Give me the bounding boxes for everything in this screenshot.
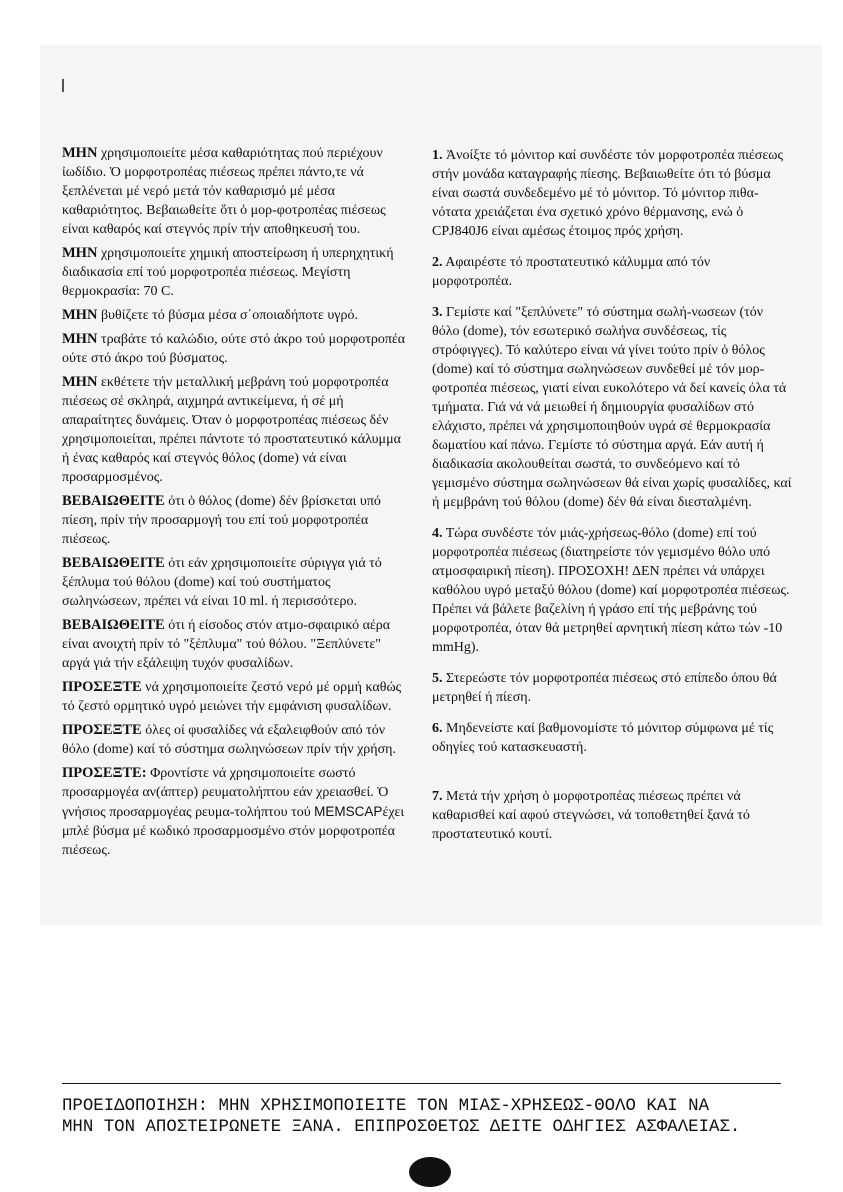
warning-paragraph [62,330,407,368]
warning-keyword: ΠΡΟΣΕΞΤΕ [62,722,142,738]
step-number: 3. [432,305,443,320]
warning-text: βυθίζετε τό βύσμα μέσα σ΄οποιαδήποτε υγρό. [100,308,358,323]
warning-text: ότι εάν χρησιμοποιείτε σύριγγα γιά τό ξέπλυμα τού θόλου (dome) καί τού συστήματος σωληνώσεων, πρέπει νά είναι 10 ml. ή περισσότερο. [62,556,382,609]
step-text: Ἀνοίξτε τό μόνιτορ καί συνδέστε τόν μορφοτροπέα πιέσεως στήν μονάδα καταγραφής πίεσης. Βεβαιωθείτε ότι τό βύσμα είναι σωστά συνδεδεμένο μέ τό μόνιτορ. Τό μόνιτορ πιθα-νότατα χρειάζεται ένα σχετικό χρόνο θέρμανσης, ενώ ὁ CPJ840J6 είναι αμέσως έτοιμος πρός χρήση. [432,148,783,239]
footer-divider [62,1083,781,1084]
step-number: 1. [432,148,443,163]
warning-paragraph [62,144,407,239]
footer-warning-line: ΜΗΝ ΤΟΝ ΑΠΟΣΤΕΙΡΩΝΕΤΕ ΞΑΝΑ. ΕΠΙΠΡΟΣΘΕΤΩΣ ΔΕΙΤΕ ΟΔΗΓΙΕΣ ΑΣΦΑΛΕΙΑΣ. [62,1118,741,1137]
warning-text-continued: έχει μπλέ βύσμα μέ κωδικό προσαρμοσμένο στόν μορφοτροπέα πιέσεως. [62,805,405,858]
instruction-step [432,787,792,844]
warning-keyword: ΜΗΝ [62,145,98,161]
warning-keyword: ΜΗΝ [62,374,98,390]
warning-text: όλες οί φυσαλίδες νά εξαλειφθούν από τόν θόλο (dome) καί τό σύστημα σωληνώσεων πρίν τήν χρήση. [62,723,396,757]
warning-text: χρησιμοποιείτε μέσα καθαριότητας πού περιέχουν ἰωδίδιο. Ὁ μορφοτροπέας πιέσεως πρέπει πάντο,τε νά ξεπλένεται μέ νερό μετά τόν καθαρισμό μέ μέσα καθαριότητος. Βεβαιωθείτε ὅτι ὁ μορ-φοτροπέας πιέσεως είναι καθαρός καί στεγνός πρίν τήν αποθηκευσή του. [62,146,386,237]
warnings-column [62,144,407,865]
step-number: 2. [432,255,443,270]
step-number: 4. [432,526,443,541]
scan-mark [62,79,64,92]
instructions-column [432,146,792,856]
warning-keyword: ΜΗΝ [62,245,98,261]
warning-text: Φροντίστε νά χρησιμοποιείτε σωστό προσαρμογέα αν(άπτερ) ρευματολήπτου εάν χρειασθεί. Ὁ γνήσιος προσαρμογέας ρευμα-τολήπτου τού [62,766,389,820]
instruction-step [432,524,792,657]
warning-keyword: ΒΕΒΑΙΩΘΕΙΤΕ [62,617,165,633]
step-text: Μηδενείστε καί βαθμονομίστε τό μόνιτορ σύμφωνα μέ τίς οδηγίες τού κατασκευαστή. [432,721,774,755]
brand-name: MEMSCAP [314,804,383,819]
warning-keyword: ΜΗΝ [62,307,98,323]
warning-text: ότι ή είσοδος στόν ατμο-σφαιρικό αέρα είναι ανοιχτή πρίν τό "ξέπλυμα" τού θόλου. "Ξεπλύνετε" αργά γιά τήν εξάλειψη τυχόν φυσαλίδων. [62,618,391,671]
warning-paragraph [62,616,407,673]
footer-warning [62,1096,740,1138]
warning-paragraph [62,554,407,611]
warning-paragraph [62,244,407,301]
warning-paragraph [62,721,407,759]
instruction-step [432,253,792,291]
warning-text: νά χρησιμοποιείτε ζεστό νερό μέ ορμή καθώς τό ζεστό ορμητικό υγρό μειώνει τήν εμφάνιση φυσαλίδων. [62,680,402,714]
warning-paragraph [62,373,407,487]
step-text: Αφαιρέστε τό προστατευτικό κάλυμμα από τόν μορφοτροπέα. [432,255,711,289]
warning-paragraph [62,678,407,716]
step-text: Στερεώστε τόν μορφοτροπέα πιέσεως στό επίπεδο όπου θά μετρηθεί ή πίεση. [432,671,777,705]
instruction-step [432,669,792,707]
step-text: Γεμίστε καί "ξεπλύνετε" τό σύστημα σωλή-νωσεων (τόν θόλο (dome), τόν εσωτερικό σωλήνα συνδέσεως, τίς στρόφιγγες). Τό καλύτερο είναι νά γίνει τούτο πρίν ὁ θόλος (dome) καί τό σύστημα σωληνώσεων συνδεθεί μέ τόν μορ-φοτροπέα πιέσεως, γιατί είναι ευκολότερο νά δεί κανείς όλα τά τμήματα. Γιά νά νά μειωθεί ή δημιουργία φυσαλίδων στό ελάχιστο, πρέπει νά χρησιμοποιηθούν υγρά σέ θερμοκρασία δωματίου καί πάνω. Γεμίστε τό σύστημα αργά. Εάν αυτή ή διαδικασία ακολουθείται σωστά, το συνδεόμενο καί τό γεμισμένο σύστημα σωληνώσεων θά είναι χωρίς φυσαλίδες, καί ή μεμβράνη τού θόλου (dome) δέν θά είναι διεσταλμένη. [432,305,792,510]
step-number: 5. [432,671,443,686]
warning-keyword: ΜΗΝ [62,331,98,347]
step-number: 7. [432,789,443,804]
warning-text: εκθέτετε τήν μεταλλική μεβράνη τού μορφοτροπέα πιέσεως σέ σκληρά, αιχμηρά αντικείμενα, ή σέ μή απαραίτητες δυνάμεις. Όταν ὁ μορφοτροπέας πιέσεως δέν χρησιμοποιείται, πρέπει πάντοτε τό προστατευτικό κάλυμμα ή ένας καθαρός καί στεγνός θόλος (dome) νά είναι προσαρμοσμένος. [62,375,401,485]
warning-paragraph [62,492,407,549]
step-text: Μετά τήν χρήση ὁ μορφοτροπέας πιέσεως πρέπει νά καθαρισθεί καί αφού στεγνώσει, νά τοποθετηθεί ξανά τό προστατευτικό κουτί. [432,789,750,842]
warning-paragraph [62,764,407,860]
warning-text: τραβάτε τό καλώδιο, ούτε στό άκρο τού μορφοτροπέα ούτε στό άκρο τού βύσματος. [62,332,406,366]
warning-text: χρησιμοποιείτε χημική αποστείρωση ή υπερηχητική διαδικασία επί τού μορφοτροπέα πιέσεως. Μεγίστη θερμοκρασία: 70 C. [62,246,394,299]
instruction-step [432,146,792,241]
page-marker-dot [409,1157,451,1187]
warning-keyword: ΒΕΒΑΙΩΘΕΙΤΕ [62,493,165,509]
warning-paragraph [62,306,407,325]
footer-warning-line: ΠΡΟΕΙΔΟΠΟΙΗΣΗ: ΜΗΝ ΧΡΗΣΙΜΟΠΟΙΕΙΤΕ ΤΟΝ ΜΙΑΣ-ΧΡΗΣΕΩΣ-ΘΟΛΟ ΚΑΙ ΝΑ [62,1097,710,1116]
warning-keyword: ΠΡΟΣΕΞΤΕ: [62,765,147,781]
warning-text: ότι ὁ θόλος (dome) δέν βρίσκεται υπό πίεση, πρίν τήν προσαρμογή του επί τού μορφοτροπέα πιέσεως. [62,494,381,547]
step-number: 6. [432,721,443,736]
step-text: Τώρα συνδέστε τόν μιάς-χρήσεως-θόλο (dome) επί τού μορφοτροπέα πιέσεως (διατηρείστε τόν γεμισμένο θόλο υπό ατμοσφαιρική πίεση). ΠΡΟΣΟΧΗ! ΔΕΝ πρέπει νά υπάρχει καθόλου υγρό μεταξύ θόλου (dome) καί μορφοτροπέα πιέσεως. Πρέπει νά βάλετε βαζελίνη ή γράσο επί τής μεβράνης τού μορφοτροπέα, όταν θά μετρηθεί αρνητική πίεση κάτω τών -10 mmHg). [432,526,790,655]
instruction-step [432,719,792,757]
warning-keyword: ΠΡΟΣΕΞΤΕ [62,679,142,695]
warning-keyword: ΒΕΒΑΙΩΘΕΙΤΕ [62,555,165,571]
instruction-step [432,303,792,512]
